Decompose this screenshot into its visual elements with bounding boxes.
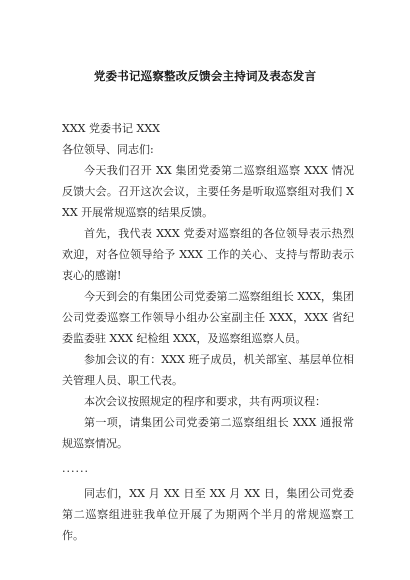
document-title: 党委书记巡察整改反馈会主持词及表态发言	[93, 69, 317, 83]
paragraph-attendees-guests: 今天到会的有集团公司党委第二巡察组组长 XXX，集团公司党委巡察工作领导小组办公室副主任 XXX，XXX 省纪委监委驻 XXX 纪检组 XXX，及巡察组巡察人员。	[62, 290, 354, 345]
ellipsis-separator: ......	[62, 462, 89, 475]
paragraph-agenda-item-1: 第一项，请集团公司党委第二巡察组组长 XXX 通报常规巡察情况。	[62, 416, 354, 450]
paragraph-welcome: 首先，我代表 XXX 党委对巡察组的各位领导表示热烈欢迎，对各位领导给予 XXX 工作的关心、支持与帮助表示衷心的感谢!	[62, 227, 354, 282]
paragraph-attendees-participants: 参加会议的有：XXX 班子成员，机关部室、基层单位相关管理人员、职工代表。	[62, 353, 354, 387]
document-body	[62, 118, 354, 546]
paragraph-agenda-intro: 本次会议按照规定的程序和要求，共有两项议程：	[84, 395, 326, 408]
greeting-line: 各位领导、同志们:	[62, 143, 154, 156]
paragraph-opening: 今天我们召开 XX 集团党委第二巡察组巡察 XXX 情况反馈大会。召开这次会议，主要任务是听取巡察组对我们 XXX 开展常规巡察的结果反馈。	[62, 164, 354, 219]
signer-line: XXX 党委书记 XXX	[62, 122, 160, 135]
paragraph-closing: 同志们，XX 月 XX 日至 XX 月 XX 日，集团公司党委第二巡察组进驻我单位开展了为期两个半月的常规巡察工作。	[62, 487, 354, 542]
